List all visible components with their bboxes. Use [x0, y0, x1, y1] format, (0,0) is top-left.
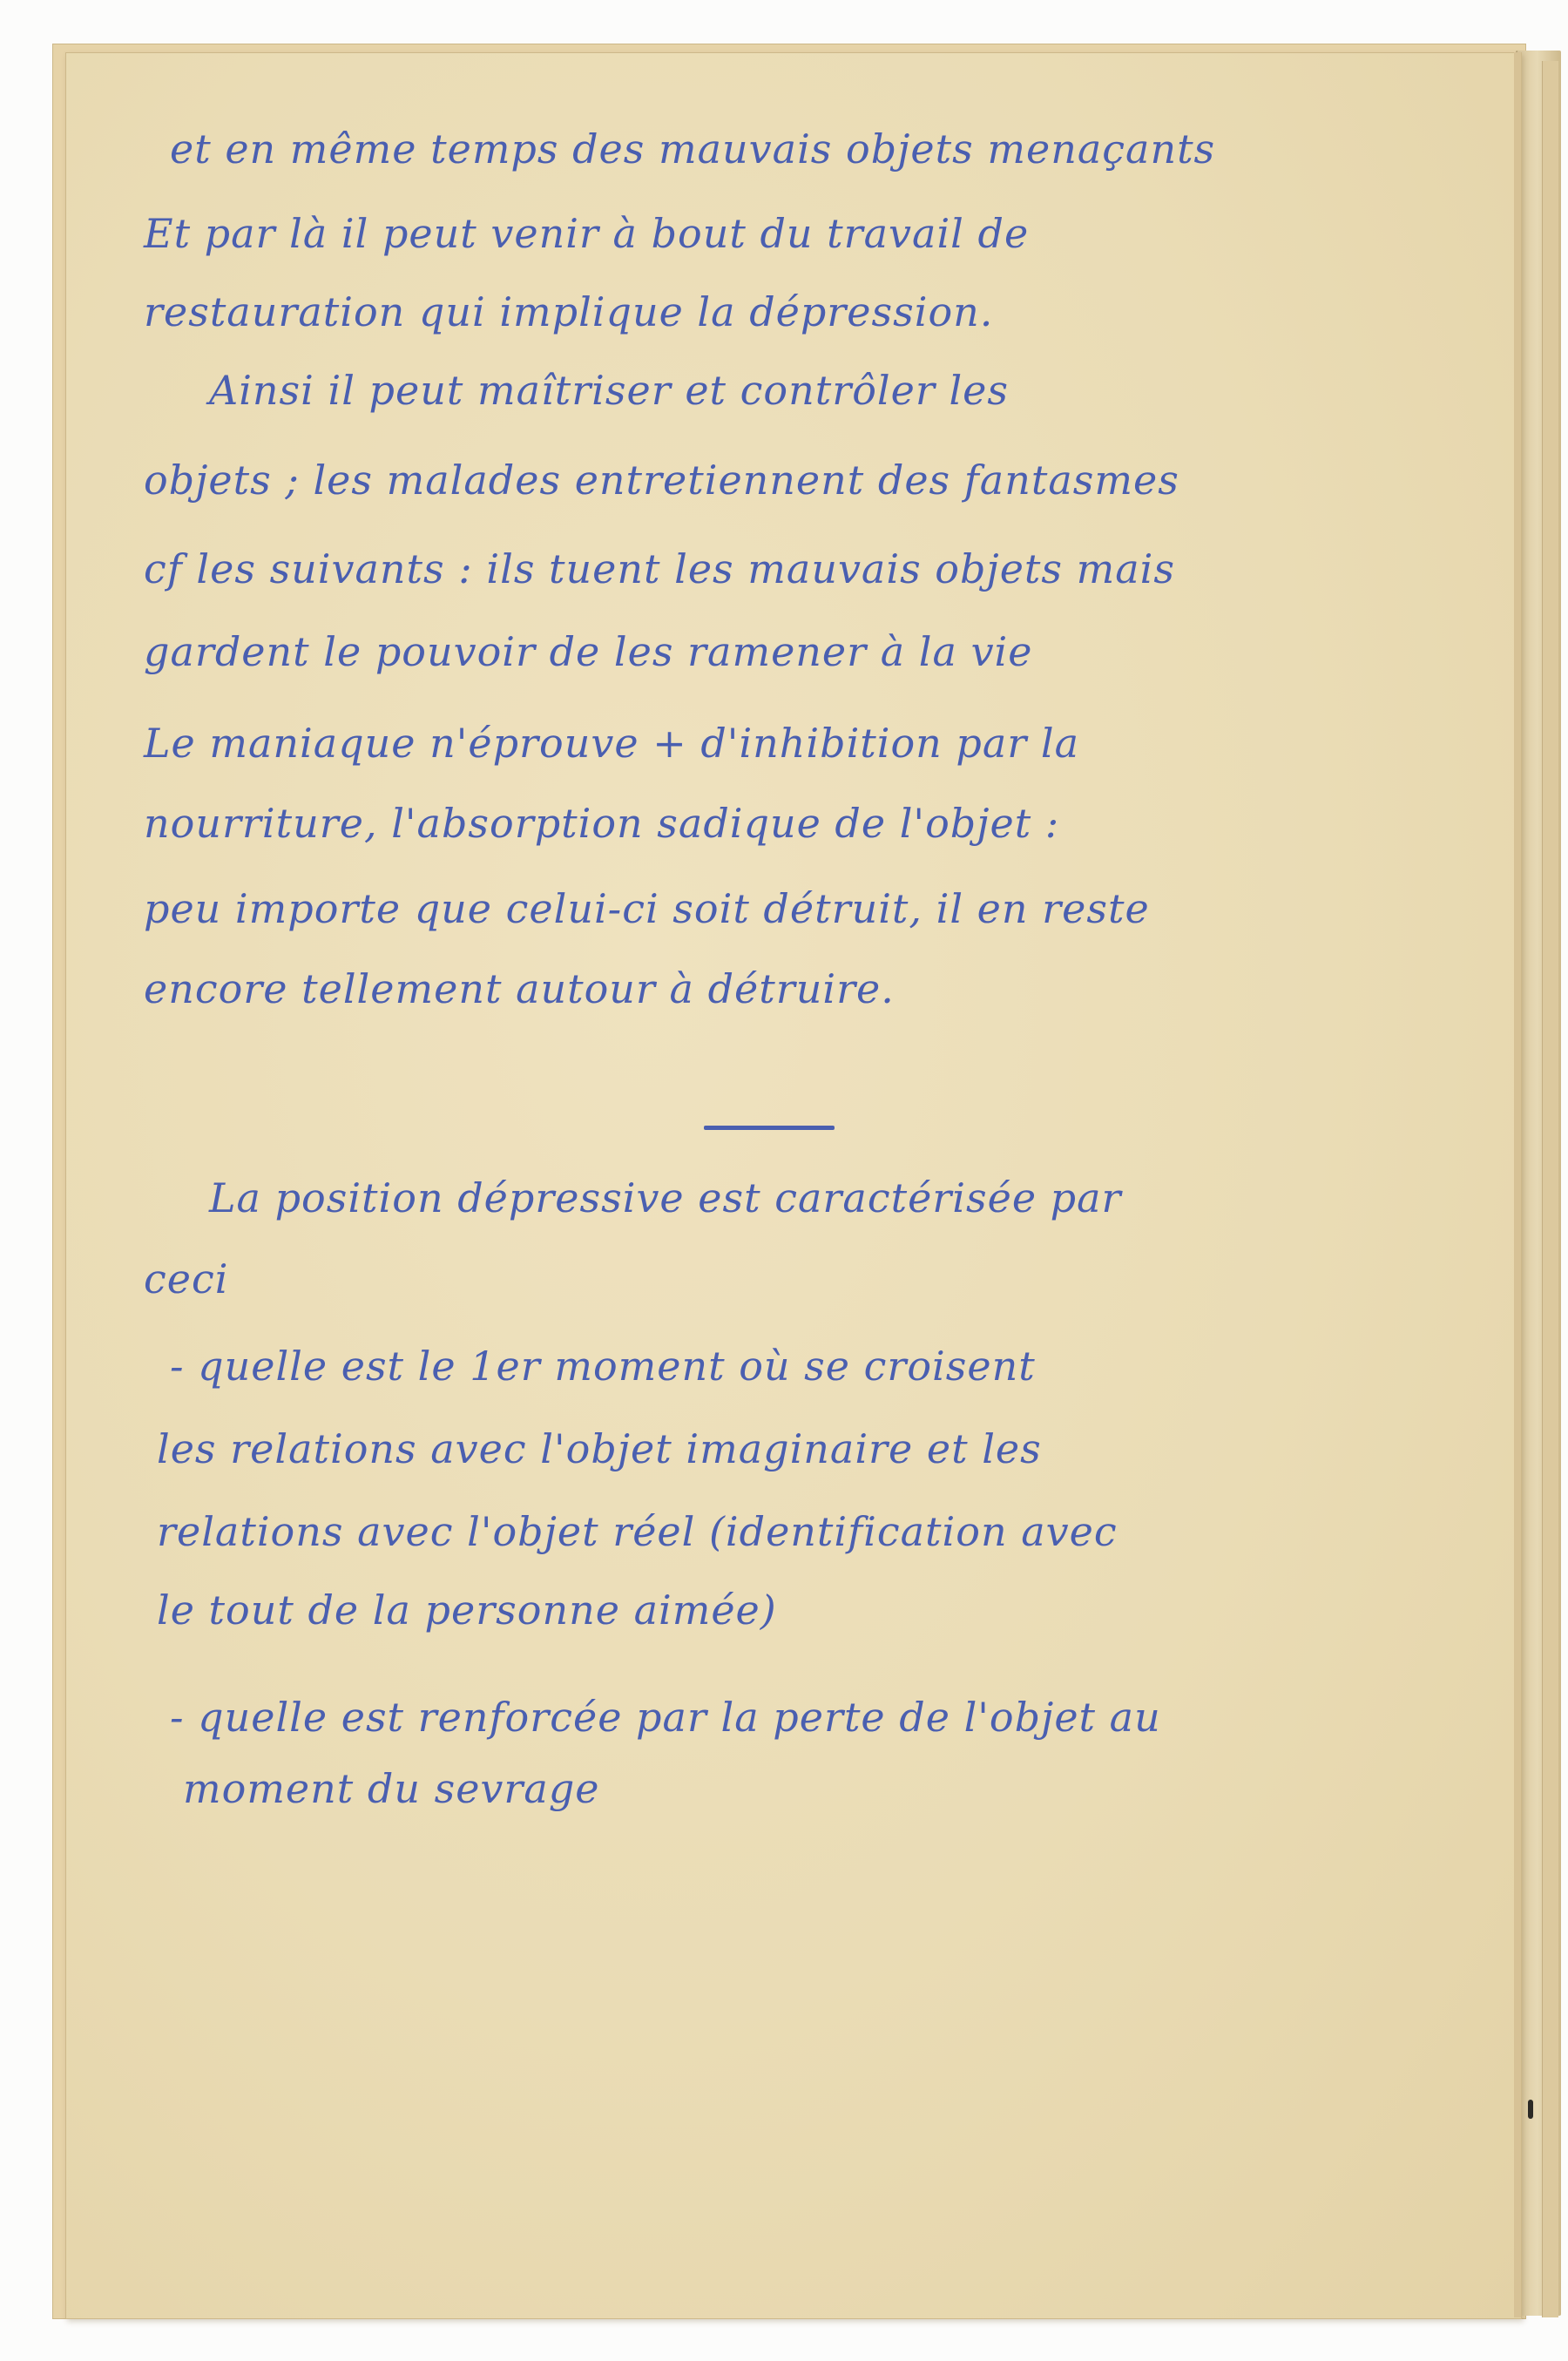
manuscript-line: Et par là il peut venir à bout du travail de — [144, 210, 1030, 257]
manuscript-line: encore tellement autour à détruire. — [144, 965, 895, 1012]
manuscript-line: moment du sevrage — [183, 1765, 600, 1812]
manuscript-line: peu importe que celui-ci soit détruit, il en reste — [144, 885, 1150, 932]
manuscript-line: restauration qui implique la dépression. — [144, 288, 994, 335]
manuscript-line: relations avec l'objet réel (identification avec — [157, 1508, 1118, 1555]
manuscript-line: cf les suivants : ils tuent les mauvais objets mais — [144, 545, 1175, 592]
manuscript-line: - quelle est le 1er moment où se croisent — [170, 1343, 1036, 1390]
manuscript-line: les relations avec l'objet imaginaire et les — [157, 1425, 1042, 1472]
manuscript-line: La position dépressive est caractérisée par — [209, 1174, 1122, 1221]
binding-mark — [1528, 2100, 1533, 2119]
manuscript-line: objets ; les malades entretiennent des fantasmes — [144, 457, 1179, 504]
manuscript-line: ceci — [144, 1255, 229, 1302]
section-separator — [704, 1126, 835, 1130]
manuscript-line: Ainsi il peut maîtriser et contrôler les — [209, 367, 1009, 414]
manuscript-line: Le maniaque n'éprouve + d'inhibition par la — [144, 720, 1080, 767]
sheet-right-edge — [1514, 52, 1521, 2317]
manuscript-line: le tout de la personne aimée) — [157, 1586, 777, 1634]
page-stack-edge-back — [1542, 61, 1558, 2317]
manuscript-line: nourriture, l'absorption sadique de l'objet : — [144, 800, 1060, 847]
manuscript-line: - quelle est renforcée par la perte de l'objet au — [170, 1694, 1161, 1741]
manuscript-line: gardent le pouvoir de les ramener à la vie — [144, 628, 1033, 675]
manuscript-line: et en même temps des mauvais objets menaçants — [170, 125, 1216, 173]
